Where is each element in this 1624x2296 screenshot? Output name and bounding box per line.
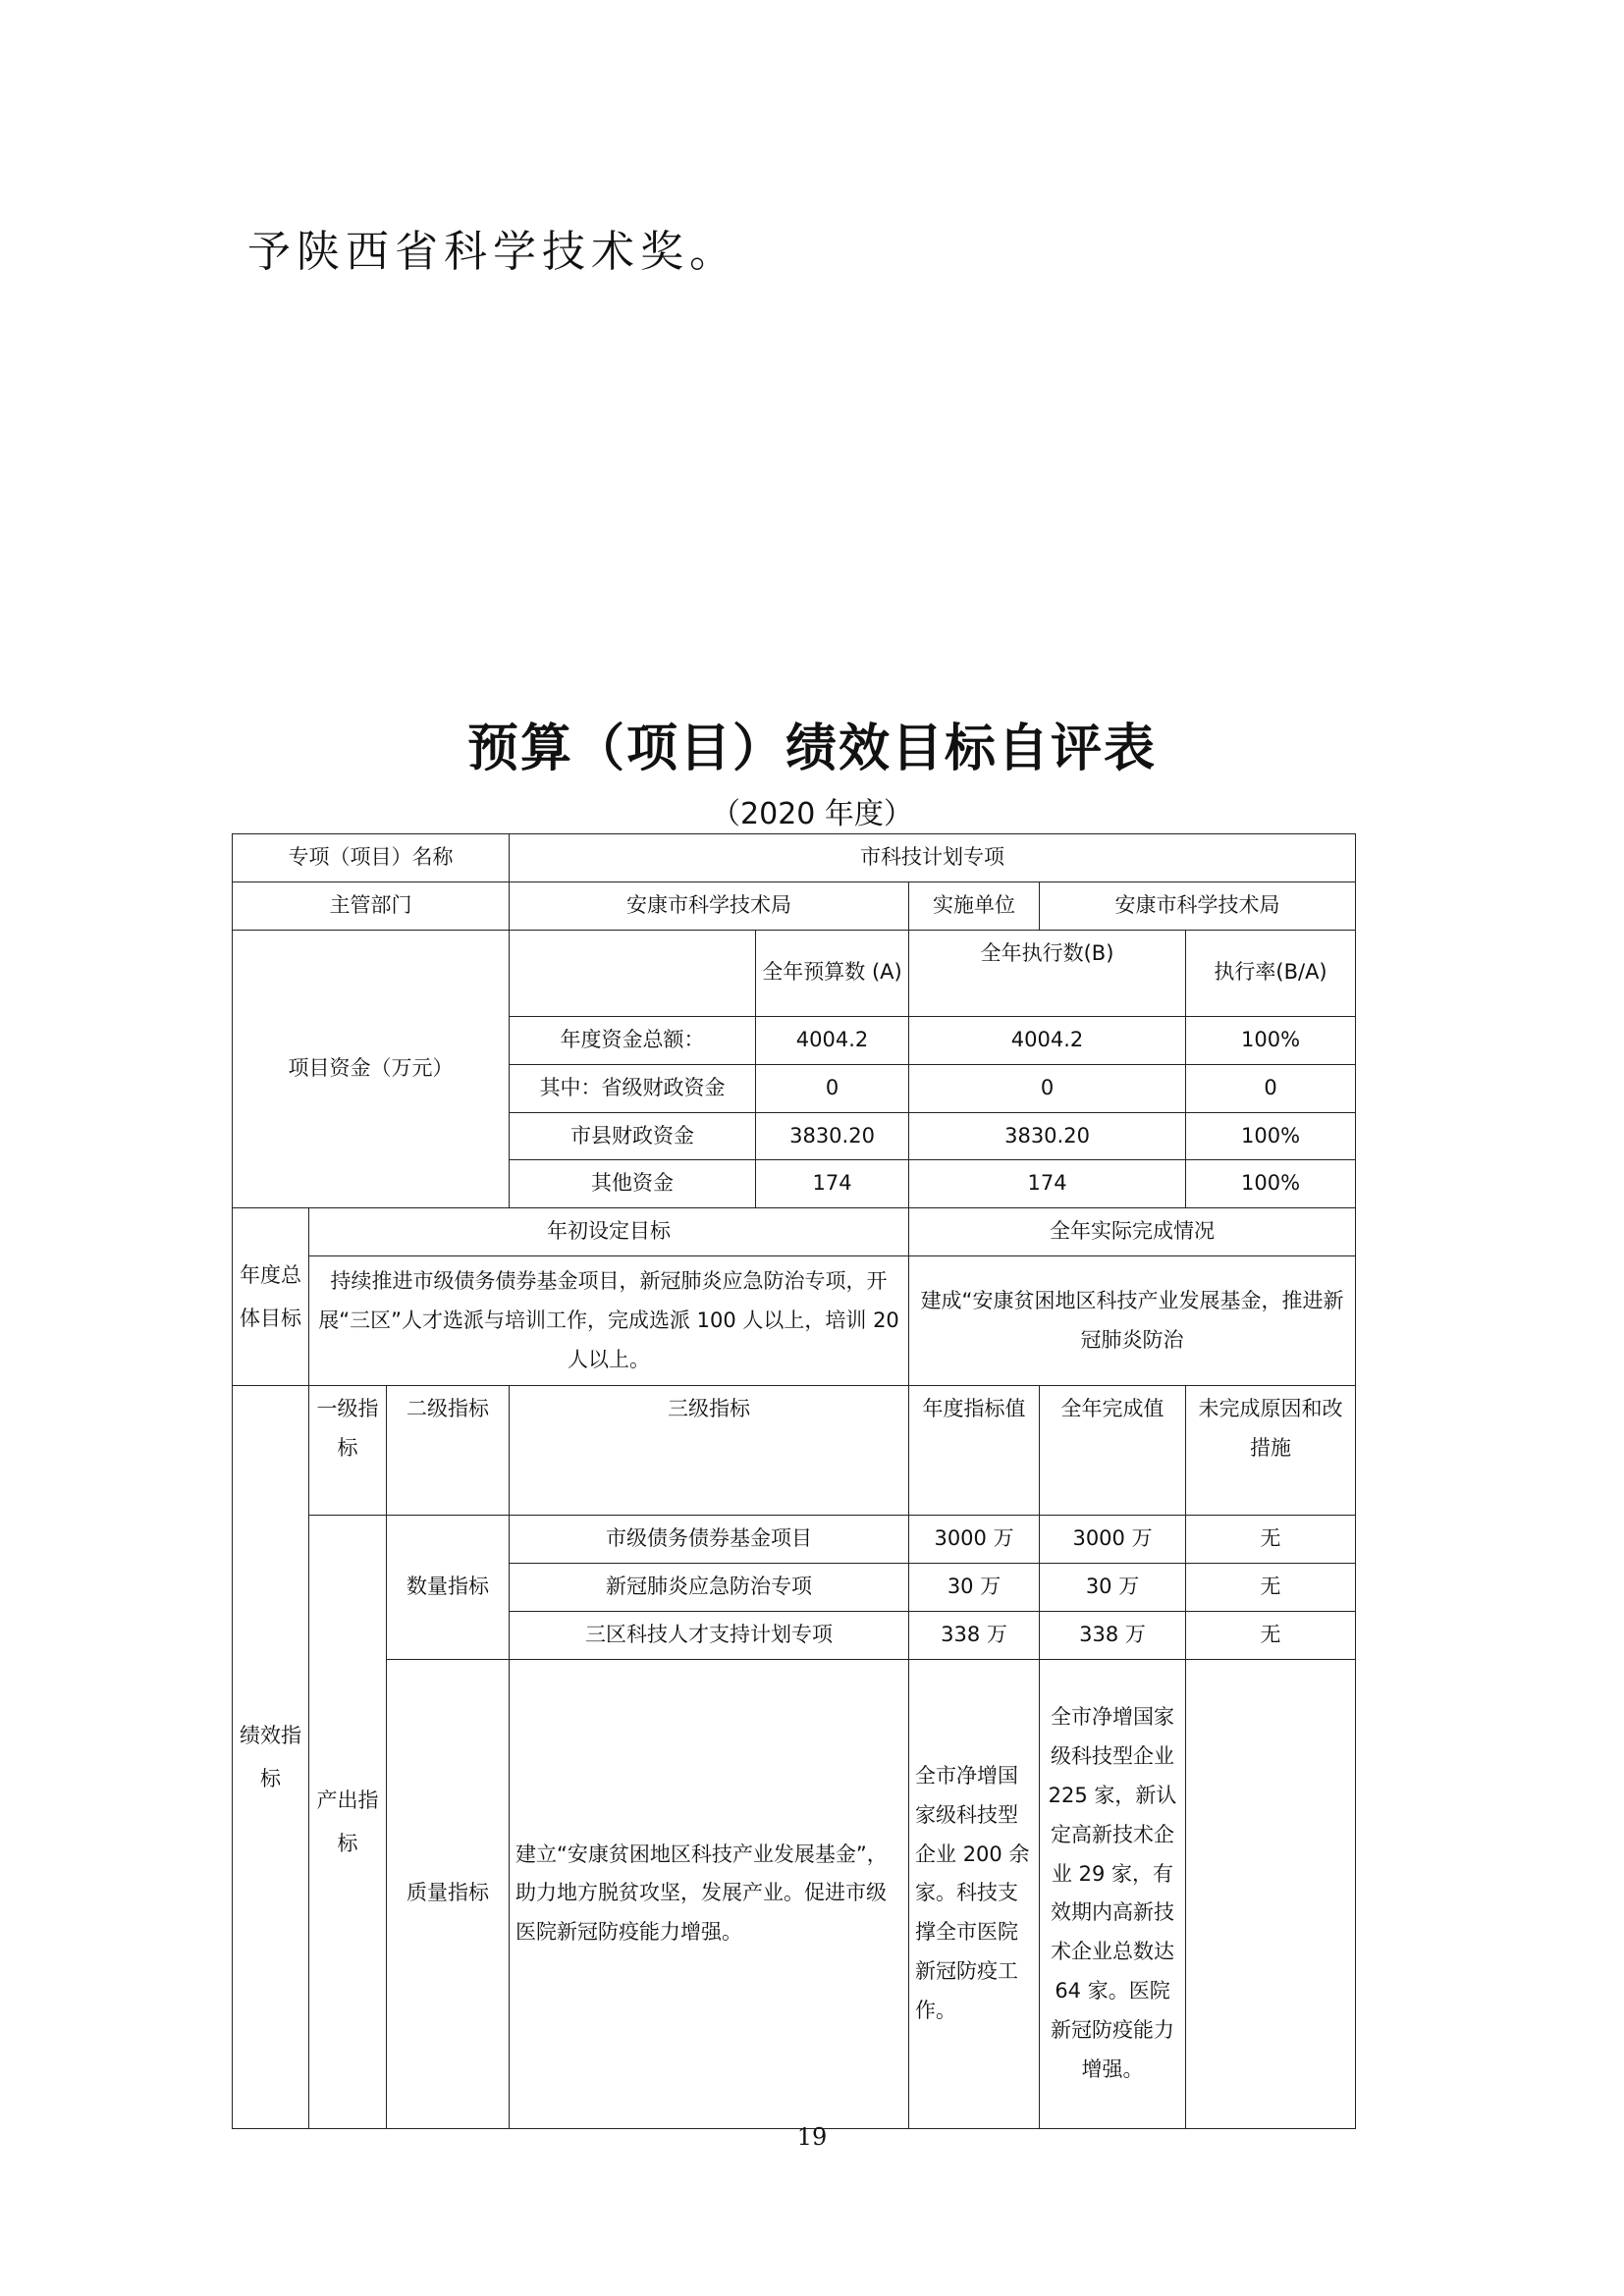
dept-label: 主管部门: [233, 881, 510, 930]
funds-row-label: 其他资金: [510, 1160, 756, 1208]
table-row: [233, 881, 1356, 930]
initial-target-text: 持续推进市级债务债券基金项目，新冠肺炎应急防治专项，开展“三区”人才选派与培训工作，完成选派 100 人以上，培训 20 人以上。: [309, 1256, 909, 1386]
funds-row-executed: 4004.2: [909, 1016, 1186, 1064]
quality-target: 全市净增国家级科技型企业 200 余家。科技支撑全市医院新冠防疫工作。: [909, 1659, 1040, 2128]
funds-header-blank: [510, 930, 756, 1016]
funds-row-budget: 4004.2: [756, 1016, 909, 1064]
quality-desc: 建立“安康贫困地区科技产业发展基金”，助力地方脱贫攻坚，发展产业。促进市级医院新冠防疫能力增强。: [510, 1659, 909, 2128]
quality-label: 质量指标: [387, 1659, 510, 2128]
table-row: [233, 1256, 1356, 1386]
initial-target-label: 年初设定目标: [309, 1208, 909, 1256]
funds-row-executed: 0: [909, 1064, 1186, 1112]
quantity-name: 市级债务债券基金项目: [510, 1516, 909, 1564]
quantity-actual: 30 万: [1040, 1564, 1186, 1612]
indicator-label: 绩效指标: [233, 1386, 309, 2129]
funds-row-budget: 0: [756, 1064, 909, 1112]
quantity-target: 3000 万: [909, 1516, 1040, 1564]
quality-reason: [1186, 1659, 1356, 2128]
output-label: 产出指标: [309, 1516, 387, 2129]
full-year-value-label: 全年完成值: [1040, 1386, 1186, 1516]
funds-header-rate: 执行率(B/A): [1186, 930, 1356, 1016]
funds-row-rate: 100%: [1186, 1016, 1356, 1064]
funds-row-budget: 3830.20: [756, 1112, 909, 1160]
funds-label: 项目资金（万元）: [233, 930, 510, 1208]
funds-row-budget: 174: [756, 1160, 909, 1208]
reason-label: 未完成原因和改措施: [1186, 1386, 1356, 1516]
quantity-target: 30 万: [909, 1564, 1040, 1612]
quality-actual: 全市净增国家级科技型企业 225 家，新认定高新技术企业 29 家，有效期内高新技术企业总数达 64 家。医院新冠防疫能力增强。: [1040, 1659, 1186, 2128]
level1-label: 一级指标: [309, 1386, 387, 1516]
table-row: [233, 930, 1356, 1016]
impl-value: 安康市科学技术局: [1040, 881, 1356, 930]
quantity-reason: 无: [1186, 1564, 1356, 1612]
level3-label: 三级指标: [510, 1386, 909, 1516]
page-title: 预算（项目）绩效目标自评表: [466, 720, 1157, 778]
quantity-name: 三区科技人才支持计划专项: [510, 1612, 909, 1660]
table-row: [233, 1208, 1356, 1256]
quantity-name: 新冠肺炎应急防治专项: [510, 1564, 909, 1612]
project-name-value: 市科技计划专项: [510, 834, 1356, 882]
funds-row-rate: 100%: [1186, 1112, 1356, 1160]
page-number: 19: [796, 2123, 828, 2151]
funds-row-rate: 0: [1186, 1064, 1356, 1112]
level2-label: 二级指标: [387, 1386, 510, 1516]
page-subtitle: （2020 年度）: [711, 797, 913, 831]
impl-label: 实施单位: [909, 881, 1040, 930]
funds-row-executed: 174: [909, 1160, 1186, 1208]
quantity-actual: 338 万: [1040, 1612, 1186, 1660]
quantity-reason: 无: [1186, 1612, 1356, 1660]
actual-completion-label: 全年实际完成情况: [909, 1208, 1356, 1256]
project-name-label: 专项（项目）名称: [233, 834, 510, 882]
table-row: [233, 1386, 1356, 1516]
funds-row-label: 其中：省级财政资金: [510, 1064, 756, 1112]
funds-row-executed: 3830.20: [909, 1112, 1186, 1160]
funds-row-label: 市县财政资金: [510, 1112, 756, 1160]
annual-goal-label: 年度总体目标: [233, 1208, 309, 1386]
funds-header-executed: 全年执行数(B): [909, 930, 1186, 1016]
quantity-target: 338 万: [909, 1612, 1040, 1660]
funds-row-rate: 100%: [1186, 1160, 1356, 1208]
quantity-reason: 无: [1186, 1516, 1356, 1564]
funds-header-budget: 全年预算数 (A): [756, 930, 909, 1016]
table-row: [233, 1516, 1356, 1564]
quantity-actual: 3000 万: [1040, 1516, 1186, 1564]
top-paragraph-text: 予陕西省科学技术奖。: [247, 227, 738, 277]
actual-completion-text: 建成“安康贫困地区科技产业发展基金，推进新冠肺炎防治: [909, 1256, 1356, 1386]
table-row: [233, 1659, 1356, 2128]
annual-value-label: 年度指标值: [909, 1386, 1040, 1516]
performance-table: [232, 833, 1356, 2129]
table-row: [233, 834, 1356, 882]
quantity-label: 数量指标: [387, 1516, 510, 1660]
dept-value: 安康市科学技术局: [510, 881, 909, 930]
funds-row-label: 年度资金总额：: [510, 1016, 756, 1064]
